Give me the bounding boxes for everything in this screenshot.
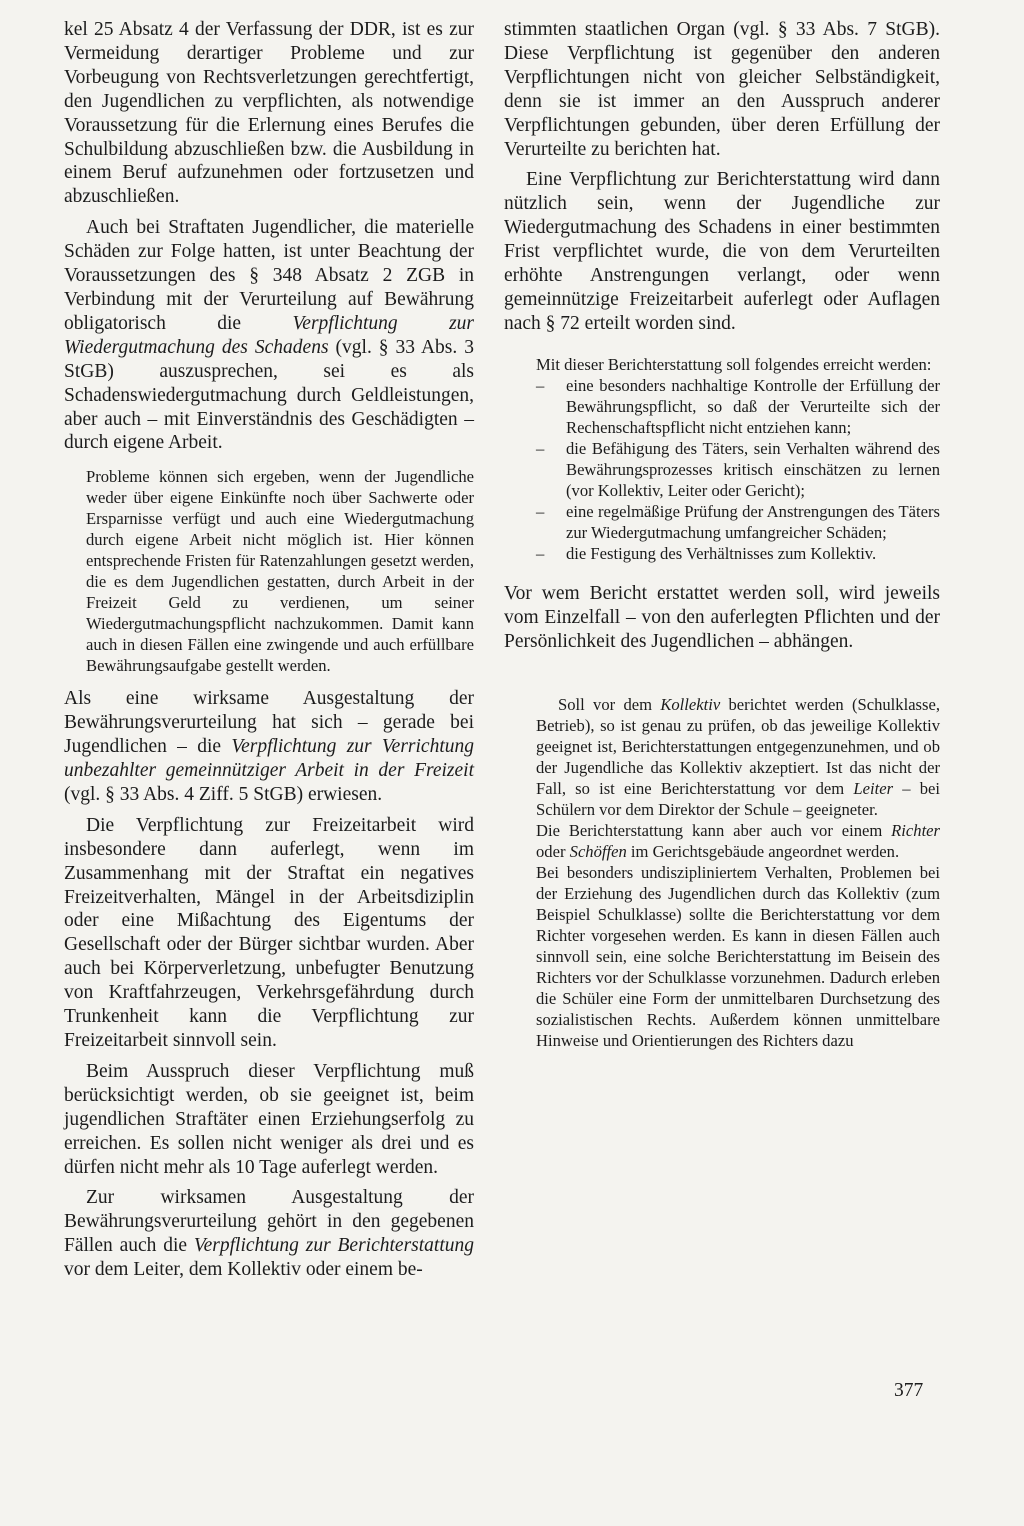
paragraph: [64, 216, 474, 455]
note-text: Probleme können sich ergeben, wenn der Jugendliche weder über eigene Einkünfte noch über Sachwerte oder Ersparnisse verfügt und auch eine Wiedergutmachung durch eigene Arbeit nicht möglich ist. Hier können entsprechende Fristen für Ratenzahlungen gesetzt werden, die es dem Jugendlichen gestatten, durch Arbeit in der Freizeit Geld zu verdienen, um seiner Wiedergutmachungspflicht nachzukommen. Damit kann auch in diesen Fällen eine zwingende und auch erfüllbare Bewährungsaufgabe gestellt werden.: [86, 467, 474, 676]
list-item: – die Befähigung des Täters, sein Verhalten während des Bewährungsprozesses kritisch einschätzen zu lernen (vor Kollektiv, Leiter oder Gericht);: [536, 438, 940, 501]
list-item: – eine regelmäßige Prüfung der Anstrengungen des Täters zur Wiedergutmachung umfangreicher Schäden;: [536, 501, 940, 543]
list-item: – eine besonders nachhaltige Kontrolle der Erfüllung der Bewährungspflicht, so daß der Verurteilte sich der Rechenschaftspflicht nicht entziehen kann;: [536, 375, 940, 438]
paragraph: Die Verpflichtung zur Freizeitarbeit wird insbesondere dann auferlegt, wenn im Zusammenhang mit der Straftat ein negatives Freizeitverhalten, Mängel in der Arbeitsdiziplin oder eine Mißachtung des Eigentums der Gesellschaft oder der Bürger sichtbar wurden. Aber auch bei Körperverletzung, unbefugter Benutzung von Kraftfahrzeugen, Verkehrsgefährdung durch Trunkenheit kann die Verpflichtung zur Freizeitarbeit sinnvoll sein.: [64, 814, 474, 1051]
note-text: [536, 820, 940, 862]
page-number: 377: [894, 1380, 924, 1401]
emphasis: Schöffen: [569, 841, 627, 861]
text-run: Als eine wirksame Ausgestaltung der Bewährungsverurteilung hat sich – gerade bei Jugendlichen – die: [64, 688, 474, 758]
note-block: [86, 466, 474, 676]
emphasis: Kollektiv: [660, 694, 721, 714]
paragraph: Vor wem Bericht erstattet werden soll, wird jeweils vom Einzelfall – von den auferlegten Pflichten und der Persönlichkeit des Jugendlichen – abhängen.: [504, 582, 940, 652]
right-column: [504, 18, 940, 1069]
list-block: [536, 354, 940, 564]
list-intro: Mit dieser Berichterstattung soll folgendes erreicht werden:: [536, 354, 932, 374]
text-run: vor dem Leiter, dem Kollektiv oder einem be-: [64, 1259, 423, 1281]
paragraph: Beim Ausspruch dieser Verpflichtung muß berücksichtigt werden, ob sie geeignet ist, beim jugendlichen Straftäter einen Erziehungserfolg zu erreichen. Es sollen nicht weniger als drei und es dürfen nicht mehr als 10 Tage auferlegt werden.: [64, 1060, 474, 1178]
text-run: Auch bei Straftaten Jugendlicher, die materielle Schäden zur Folge hatten, ist unter Beachtung der Voraussetzungen des § 348 Absatz 2 ZGB in Verbindung mit der Verurteilung auf Bewährung obligatorisch die: [64, 217, 474, 334]
emphasis: Leiter: [853, 778, 894, 798]
paragraph: [64, 1186, 474, 1282]
text-run: (vgl. § 33 Abs. 4 Ziff. 5 StGB) erwiesen.: [64, 783, 383, 805]
text-run: Soll vor dem: [558, 694, 661, 714]
paragraph: stimmten staatlichen Organ (vgl. § 33 Abs. 7 StGB). Diese Verpflichtung ist gegenüber den anderen Verpflichtungen nicht von gleicher Selbständigkeit, denn sie ist immer an den Ausspruch anderer Verpflichtungen gebunden, über deren Erfüllung der Verurteilte zu berichten hat.: [504, 19, 940, 160]
dash-list: [536, 375, 940, 564]
emphasis: Verpflichtung zur Wiedergutmachung des Schadens: [64, 312, 474, 358]
text-run: im Gerichtsgebäude angeordnet werden.: [626, 841, 900, 861]
text-run: oder: [536, 841, 570, 861]
text-run: berichtet werden (Schulklasse, Betrieb), so ist genau zu prüfen, ob das jeweilige Kollektiv geeignet ist, Berichterstattungen entgegenzunehmen, und ob der Jugendliche das Kollektiv akzeptiert. Ist das nicht der Fall, so ist eine Berichterstattung vor dem: [536, 694, 940, 798]
emphasis: Verpflichtung zur Verrichtung unbezahlter gemeinnütziger Arbeit in der Freizeit: [64, 736, 474, 782]
note-block: [536, 694, 940, 1051]
note-text: [536, 694, 940, 820]
text-run: Die Berichterstattung kann aber auch vor einem: [536, 820, 892, 840]
left-column: [64, 18, 474, 1282]
paragraph: [64, 687, 474, 807]
text-run: – bei Schülern vor dem Direktor der Schule – geeigneter.: [536, 778, 940, 819]
paragraph: Eine Verpflichtung zur Berichterstattung wird dann nützlich sein, wenn der Jugendliche zur Wiedergutmachung des Schadens in einer bestimmten Frist verpflichtet wurde, die von dem Verurteilten erhöhte Anstrengungen verlangt, oder wenn gemeinnützige Freizeitarbeit auferlegt oder Auflagen nach § 72 erteilt worden sind.: [504, 169, 940, 334]
text-run: (vgl. § 33 Abs. 3 StGB) auszusprechen, sei es als Schadenswiedergutmachung durch Geldleistungen, aber auch – mit Einverständnis des Geschädigten – durch eigene Arbeit.: [64, 336, 474, 454]
list-item: – die Festigung des Verhältnisses zum Kollektiv.: [536, 543, 940, 564]
paragraph: kel 25 Absatz 4 der Verfassung der DDR, ist es zur Vermeidung derartiger Probleme und zur Vorbeugung von Rechtsverletzungen gerechtfertigt, den Jugendlichen zu verpflichten, als notwendige Voraussetzung für die Erlernung eines Berufes die Schulbildung abzuschließen bzw. die Ausbildung in einem Beruf aufzunehmen oder fortzusetzen und abzuschließen.: [64, 19, 474, 208]
emphasis: Verpflichtung zur Berichterstattung: [193, 1235, 474, 1257]
emphasis: Richter: [891, 820, 940, 840]
note-text: Bei besonders undiszipliniertem Verhalten, Problemen bei der Erziehung des Jugendlichen durch das Kollektiv (zum Beispiel Schulklasse) sollte die Berichterstattung vor dem Richter vorgesehen werden. Es kann in diesen Fällen auch sinnvoll sein, eine solche Berichterstattung im Beisein des Richters vor der Schulklasse vorzunehmen. Dadurch erleben die Schüler eine Form der unmittelbaren Durchsetzung des sozialistischen Rechts. Außerdem können unmittelbare Hinweise und Orientierungen des Richters dazu: [536, 862, 940, 1050]
text-run: Zur wirksamen Ausgestaltung der Bewährungsverurteilung gehört in den gegebenen Fällen auch die: [64, 1187, 474, 1257]
